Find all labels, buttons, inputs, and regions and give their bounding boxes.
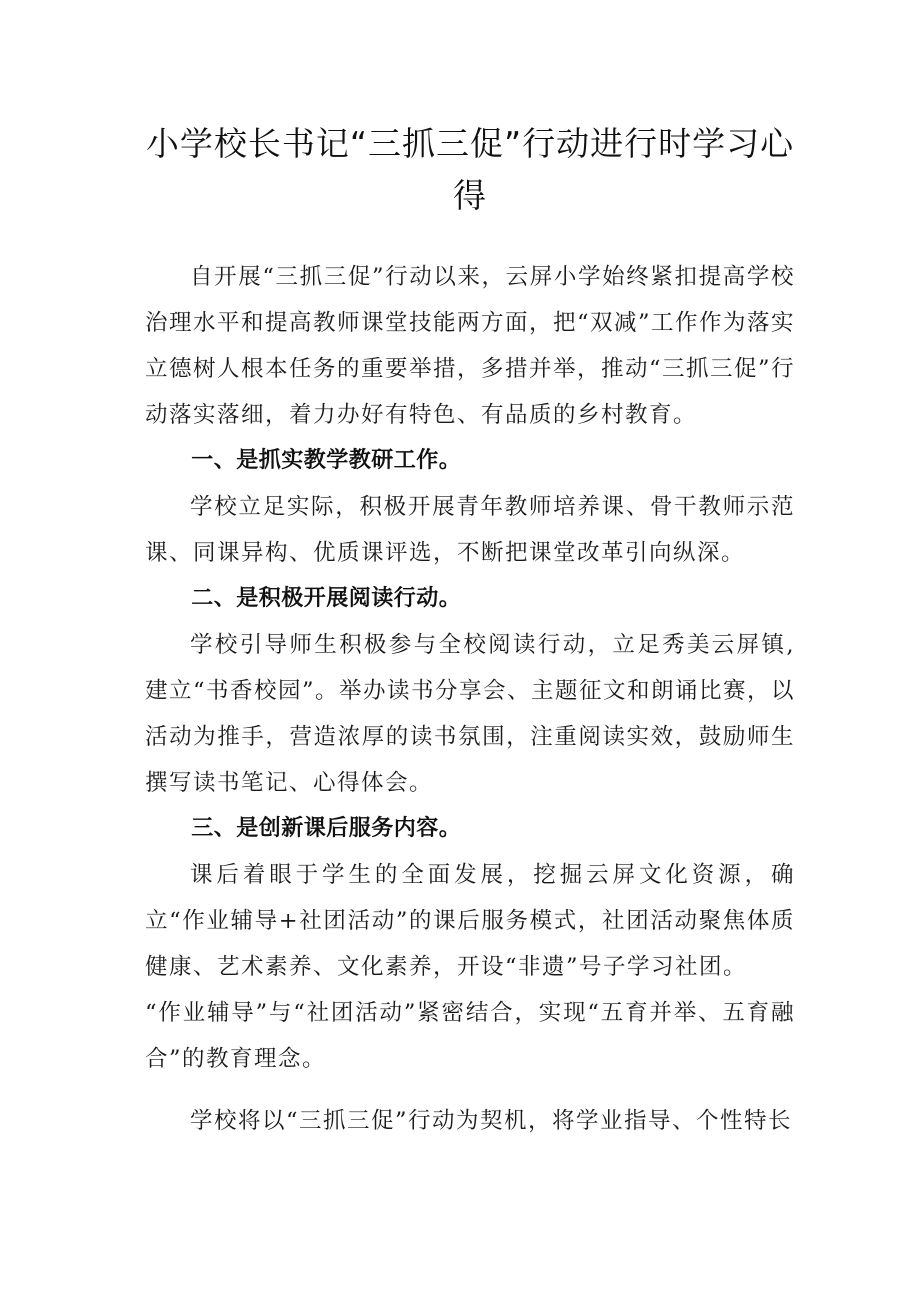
- closing-paragraph: 学校将以“三抓三促”行动为契机，将学业指导、个性特长: [190, 1108, 793, 1134]
- document-title: 小学校长书记“三抓三促”行动进行时学习心得: [145, 124, 795, 215]
- section-paragraph-3-continued: “作业辅导”与“社团活动”紧密结合，实现“五育并举、五育融合”的教育理念。: [145, 1000, 795, 1072]
- section-heading-3: 三、是创新课后服务内容。: [191, 816, 462, 841]
- section-heading-2: 二、是积极开展阅读行动。: [191, 586, 462, 611]
- section-paragraph-2: 学校引导师生积极参与全校阅读行动，立足秀美云屏镇,建立“书香校园”。举办读书分享会、主题征文和朗诵比赛，以活动为推手，营造浓厚的读书氛围，注重阅读实效，鼓励师生撰写读书笔记、心得体会。: [145, 632, 796, 796]
- section-paragraph-1: 学校立足实际，积极开展青年教师培养课、骨干教师示范课、同课异构、优质课评选，不断把课堂改革引向纵深。: [145, 494, 795, 566]
- section-paragraph-3: 课后着眼于学生的全面发展，挖掘云屏文化资源，确立“作业辅导+社团活动”的课后服务模式，社团活动聚焦体质健康、艺术素养、文化素养，开设“非遗”号子学习社团。: [145, 862, 795, 980]
- document-body: [145, 254, 795, 1144]
- section-heading-1: 一、是抓实教学教研工作。: [191, 448, 462, 473]
- intro-paragraph: 自开展“三抓三促”行动以来，云屏小学始终紧扣提高学校治理水平和提高教师课堂技能两方面，把“双减”工作作为落实立德树人根本任务的重要举措，多措并举，推动“三抓三促”行动落实落细，着力办好有特色、有品质的乡村教育。: [145, 264, 796, 428]
